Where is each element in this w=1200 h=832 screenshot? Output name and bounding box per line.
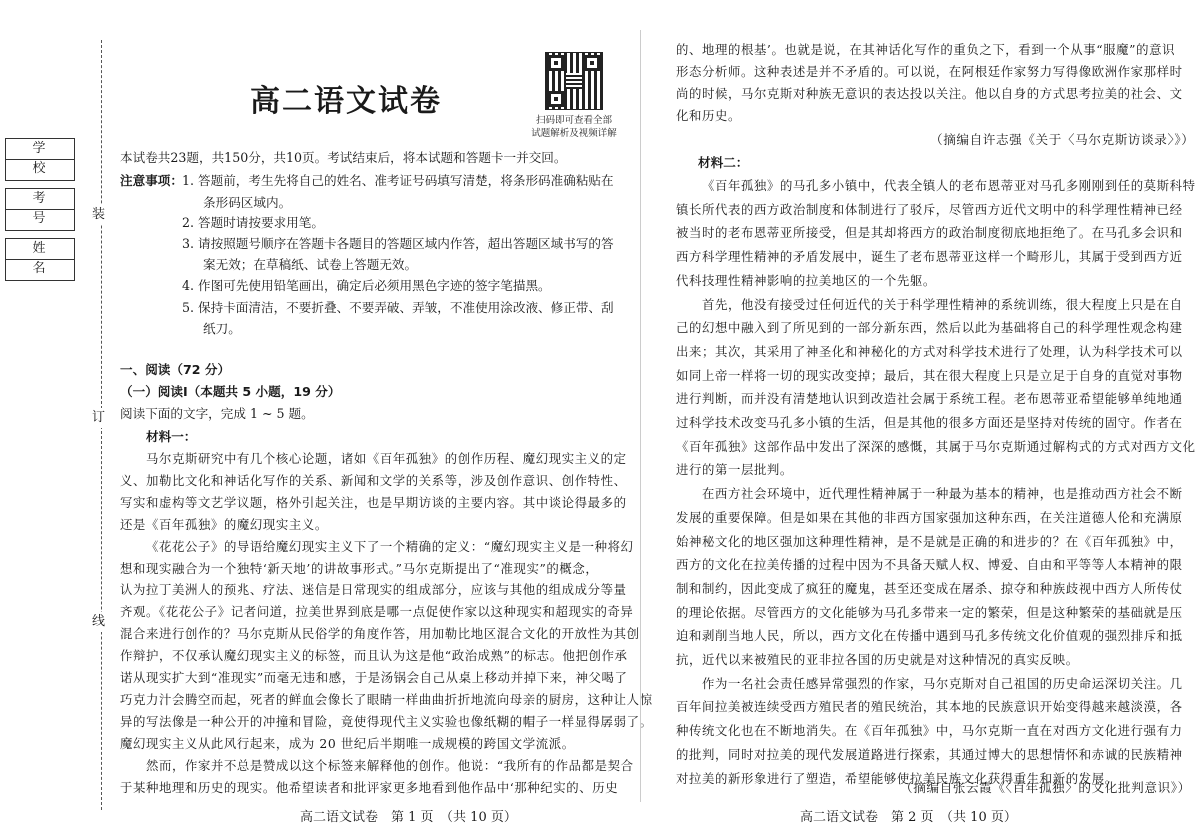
binding-char-zhuang: 装: [92, 205, 105, 225]
paragraph-line: 代科技理性精神影响的拉美地区的一个先躯。: [676, 272, 936, 288]
paragraph-line: 诺从现实扩大到“准现实”而毫无违和感，于是汤锅会自己从桌上移动并掉下来，神父喝了: [120, 670, 628, 685]
binding-char-ding: 订: [92, 408, 105, 428]
paragraph-line: 的批判，同时对拉美的现代发展道路进行探索，其通过博大的思想情怀和赤诚的民族精神: [676, 746, 1183, 762]
paragraph-line: 百年间拉美被连续受西方殖民者的殖民统治，其本地的民族意识开始变得越来越淡漠，各: [676, 699, 1183, 715]
paragraph-line: 在西方社会环境中，近代理性精神属于一种最为基本的精神，也是推动西方社会不断: [702, 486, 1183, 502]
qr-code-icon[interactable]: [545, 52, 603, 110]
source-1: （摘编自许志强《关于〈马尔克斯访谈录〉》）: [930, 132, 1195, 147]
paragraph-line: 写实和虚构等文艺学议题，格外引起关注，也是早期访谈的主要内容。其中谈论得最多的: [120, 494, 627, 510]
directions: 阅读下面的文字，完成 1 ~ 5 题。: [120, 406, 314, 421]
exam-number-label: 考 号: [6, 189, 74, 210]
qr-caption-line: 扫码即可查看全部: [535, 115, 612, 126]
paragraph-line: 《花花公子》的导语给魔幻现实主义下了一个精确的定义：“魔幻现实主义是一种将幻: [146, 538, 634, 554]
exam-number-field[interactable]: [5, 188, 75, 231]
qr-caption-line: 试题解析及视频详解: [531, 128, 617, 139]
note-line: 条形码区域内。: [203, 195, 292, 210]
paragraph-line: 异的写法像是一种公开的冲撞和冒险，竟使得现代主义实验也像纸糊的帽子一样显得孱弱了。: [120, 713, 653, 729]
section-heading: 一、阅读（72 分）: [120, 362, 231, 377]
sub-heading: （一）阅读Ⅰ（本题共 5 小题，19 分）: [120, 384, 341, 399]
page-title: 高二语文试卷: [250, 84, 442, 119]
paragraph-line: 始神秘文化的地区强加这种理性精神，是不是就是正确的和进步的？在《百年孤独》中，: [676, 533, 1183, 549]
paragraph-line: 混合来进行创作的？马尔克斯从民俗学的角度作答，用加勒比地区混合文化的开放性为其创: [120, 626, 640, 642]
paragraph-line: 进行的第一层批判。: [676, 462, 793, 478]
material1-label: 材料一：: [146, 429, 197, 444]
paragraph-line: 抗，近代以来被殖民的亚非拉各国的历史就是对这种情况的真实反映。: [676, 652, 1079, 667]
paragraph-line: 化和历史。: [676, 107, 741, 123]
paragraph-line: 认为拉丁美洲人的预兆、疗法、迷信是日常现实的组成部分，应该与其他的组成成分等量: [120, 582, 627, 598]
source-2: （摘编自张云霞《〈百年孤独〉的文化批判意识》）: [900, 780, 1191, 795]
note-line: 3. 请按照题号顺序在答题卡各题目的答题区域内作答，超出答题区域书写的答: [182, 236, 614, 251]
paragraph-line: 进行判断，而并没有清楚地认识到改造社会属于系统工程。老布恩蒂亚希望能够单纯地通: [676, 391, 1183, 407]
paragraph-line: 形态分析师。这种表述是并不矛盾的。可以说，在阿根廷作家努力写得像欧洲作家那样时: [676, 63, 1183, 79]
paragraph-line: 首先，他没有接受过任何近代的关于科学理性精神的系统训练，很大程度上只是在自: [702, 296, 1183, 312]
notes-label: 注意事项：: [120, 173, 183, 188]
note-line: 纸刀。: [203, 321, 241, 336]
binding-char-xian: 线: [92, 612, 105, 632]
exam-intro: 本试卷共23题，共150分，共10页。考试结束后，将本试题和答题卡一并交回。: [120, 150, 567, 165]
paragraph-line: 种传统文化也在不断地消失。在《百年孤独》中，马尔克斯一直在对西方文化进行强有力: [676, 723, 1183, 739]
paragraph-line: 想和现实融合为一个独特‘新天地’的讲故事形式。”马尔克斯提出了“准现实”的概念，: [120, 560, 599, 576]
note-line: 5. 保持卡面清洁，不要折叠、不要弄破、弄皱，不准使用涂改液、修正带、刮: [182, 300, 614, 315]
paragraph-line: 西方科学理性精神的矛盾发展中，诞生了老布恩蒂亚这样一个畸形儿，其属于受到西方近: [676, 249, 1183, 265]
school-label: 学 校: [6, 139, 74, 160]
footer-page-1: 高二语文试卷 第 1 页 （共 10 页）: [300, 810, 517, 825]
paragraph-line: 的理论依据。尽管西方的文化能够为马孔多带来一定的繁荣，但是这种繁荣的基础就是压: [676, 604, 1183, 620]
paragraph-line: 如同上帝一样将一切的现实改变掉；最后，其在很大程度上只是立足于自身的直觉对事物: [676, 367, 1183, 383]
paragraph-line: 还是《百年孤独》的魔幻现实主义。: [120, 516, 328, 532]
paragraph-line: 的、地理的根基’。也就是说，在其神话化写作的重负之下，看到一个从事“服魔”的意识: [676, 42, 1176, 57]
paragraph-line: 然而，作家并不总是赞成以这个标签来解释他的创作。他说：“我所有的作品都是契合: [146, 757, 634, 773]
paragraph-line: 魔幻现实主义从此风行起来，成为 20 世纪后半期唯一成规模的跨国文学流派。: [120, 735, 575, 751]
paragraph-line: 作为一名社会责任感异常强烈的作家，马尔克斯对自己祖国的历史命运深切关注。几: [702, 675, 1183, 691]
paragraph-line: 制和制约，因此变成了疯狂的魔鬼，甚至还变成在屠杀、掠夺和种族歧视中西方人所传仗: [676, 580, 1183, 596]
paragraph-line: 己的幻想中融入到了所见到的一部分新东西，然后以此为基础将自己的科学理性观念构建: [676, 320, 1183, 336]
qr-caption: [528, 114, 620, 140]
paragraph-line: 迫和剥削当地人民，所以，西方文化在传播中遇到马孔多传统文化价值观的强烈排斥和抵: [676, 628, 1183, 644]
paragraph-line: 被当时的老布恩蒂亚所接受，但是其却将西方的政治制度彻底地拒绝了。在马孔多会识和: [676, 225, 1183, 241]
paragraph-line: 马尔克斯研究中有几个核心论题，诸如《百年孤独》的创作历程、魔幻现实主义的定: [146, 451, 627, 466]
paragraph-line: 齐观。《花花公子》记者问道，拉美世界到底是哪一点促使作家以这种现实和超现实的奇异: [120, 604, 634, 620]
paragraph-line: 《百年孤独》的马孔多小镇中，代表全镇人的老布恩蒂亚对马孔多刚刚到任的莫斯科特: [702, 178, 1196, 193]
paragraph-line: 过科学技术改变马孔多小镇的生活，但是其他的很多方面还是坚持对传统的固守。作者在: [676, 415, 1183, 430]
name-label: 姓 名: [6, 239, 74, 260]
footer-page-2: 高二语文试卷 第 2 页 （共 10 页）: [800, 810, 1017, 825]
paragraph-line: 出来；其次，其采用了神圣化和神秘化的方式对科学技术进行了处理，认为科学技术可以: [676, 343, 1183, 359]
note-line: 案无效；在草稿纸、试卷上答题无效。: [203, 257, 418, 272]
material2-label: 材料二：: [698, 155, 749, 170]
paragraph-line: 镇长所代表的西方政治制度和体制进行了驳斥，尽管西方近代文明中的科学理性精神已经: [676, 201, 1183, 217]
paragraph-line: 对拉美的新形象进行了塑造，希望能够使拉美民族文化获得重生和新的发展。: [676, 770, 1118, 786]
note-line: 4. 作图可先使用铅笔画出，确定后必须用黑色字迹的签字笔描黑。: [182, 278, 551, 293]
paragraph-line: 《百年孤独》这部作品中发出了深深的感慨，其属于马尔克斯通过解构式的方式对西方文化: [676, 438, 1196, 454]
paragraph-line: 西方的文化在拉美传播的过程中因为不具备天赋人权、博爱、自由和平等等人本精神的限: [676, 557, 1183, 573]
page-2: [630, 0, 1200, 832]
paragraph-line: 作辩护，不仅承认魔幻现实主义的标签，而且认为这是他“政治成熟”的标志。他把创作承: [120, 648, 628, 664]
paragraph-line: 巧克力汁会腾空而起，死者的鲜血会像长了眼睛一样曲曲折折地流向母亲的厨房，这种让人惊: [120, 691, 653, 707]
note-line: 2. 答题时请按要求用笔。: [182, 215, 324, 230]
paragraph-line: 义、加勒比文化和神话化写作的关系、新闻和文学的关系等，涉及创作意识、创作特性、: [120, 472, 627, 488]
name-field[interactable]: [5, 238, 75, 281]
note-line: 1. 答题前，考生先将自己的姓名、准考证号码填写清楚，将条形码准确粘贴在: [182, 173, 614, 188]
school-field[interactable]: [5, 138, 75, 181]
paragraph-line: 发展的重要保障。但是如果在其他的非西方国家强加这种东西，在关注道德人伦和充满原: [676, 509, 1183, 525]
paragraph-line: 尚的时候，马尔克斯对种族无意识的表达投以关注。他以自身的方式思考拉美的社会、文: [676, 85, 1183, 101]
paragraph-line: 于某种地理和历史的现实。他希望读者和批评家更多地看到他作品中‘那种纪实的、历史: [120, 779, 619, 795]
